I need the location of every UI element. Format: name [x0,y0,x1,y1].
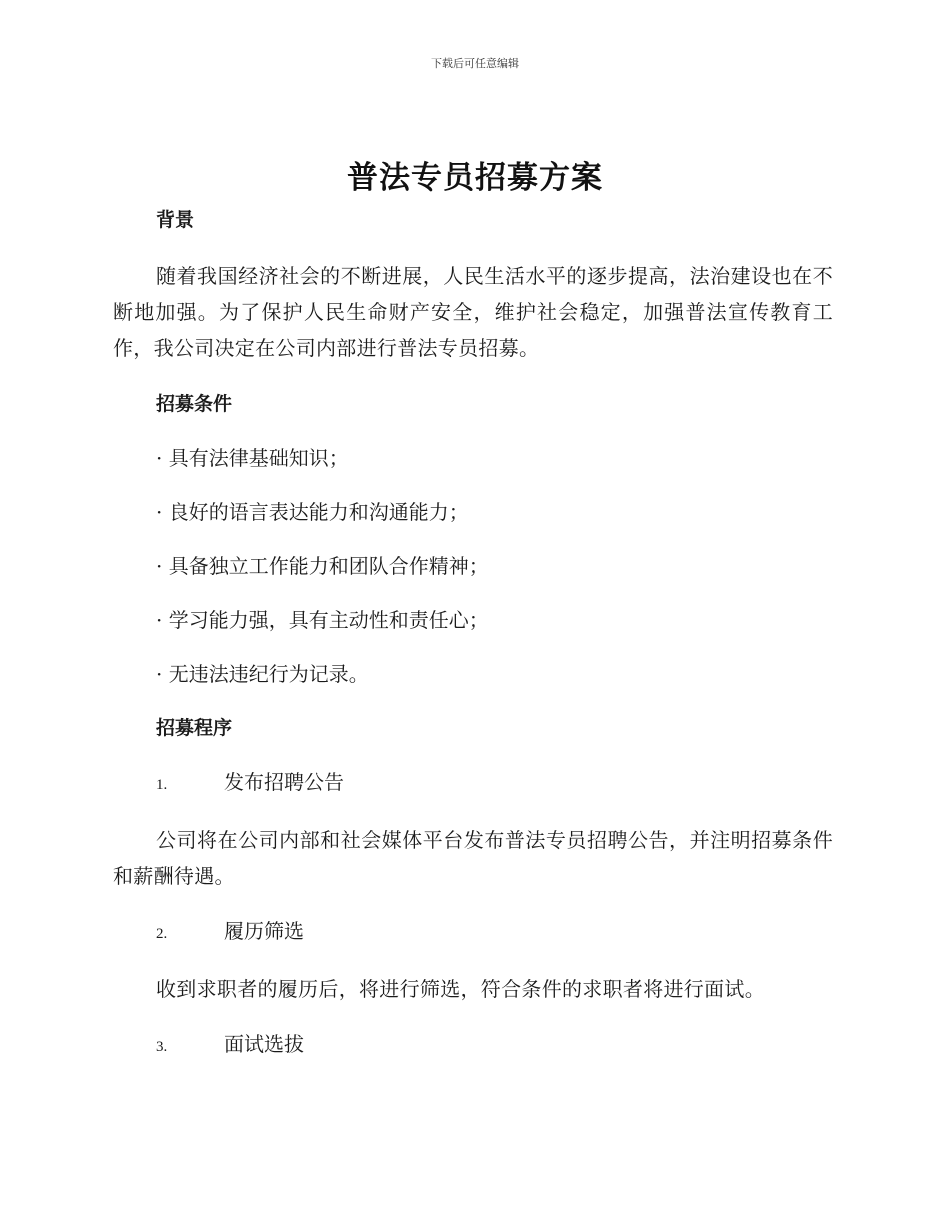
step-label: 面试选拔 [224,1032,304,1056]
section-heading-conditions: 招募条件 [156,393,233,415]
step-description: 收到求职者的履历后，将进行筛选，符合条件的求职者将进行面试。 [156,977,765,1001]
condition-item: · 良好的语言表达能力和沟通能力； [156,500,469,524]
step-number: 1. [156,777,168,793]
background-paragraph: 随着我国经济社会的不断进展，人民生活水平的逐步提高，法治建设也在不断地加强。为了保护人民生命财产安全，维护社会稳定，加强普法宣传教育工作，我公司决定在公司内部进行普法专员招募。 [113,264,833,360]
step-label: 发布招聘公告 [224,770,344,794]
document-title: 普法专员招募方案 [347,160,603,196]
step-description: 公司将在公司内部和社会媒体平台发布普法专员招聘公告，并注明招募条件和薪酬待遇。 [113,828,833,888]
condition-item: · 学习能力强，具有主动性和责任心； [156,608,489,632]
section-heading-procedure: 招募程序 [156,717,233,739]
header-note: 下载后可任意编辑 [431,57,519,70]
condition-item: · 无违法违纪行为记录。 [156,662,369,686]
procedure-step [156,765,833,802]
step-number: 2. [156,926,168,942]
condition-item: · 具备独立工作能力和团队合作精神； [156,554,489,578]
step-number: 3. [156,1039,168,1055]
document-body [113,203,833,1064]
procedure-step [156,1027,833,1064]
section-heading-background: 背景 [156,209,195,231]
procedure-step [156,914,833,951]
step-label: 履历筛选 [224,919,304,943]
condition-item: · 具有法律基础知识； [156,446,349,470]
